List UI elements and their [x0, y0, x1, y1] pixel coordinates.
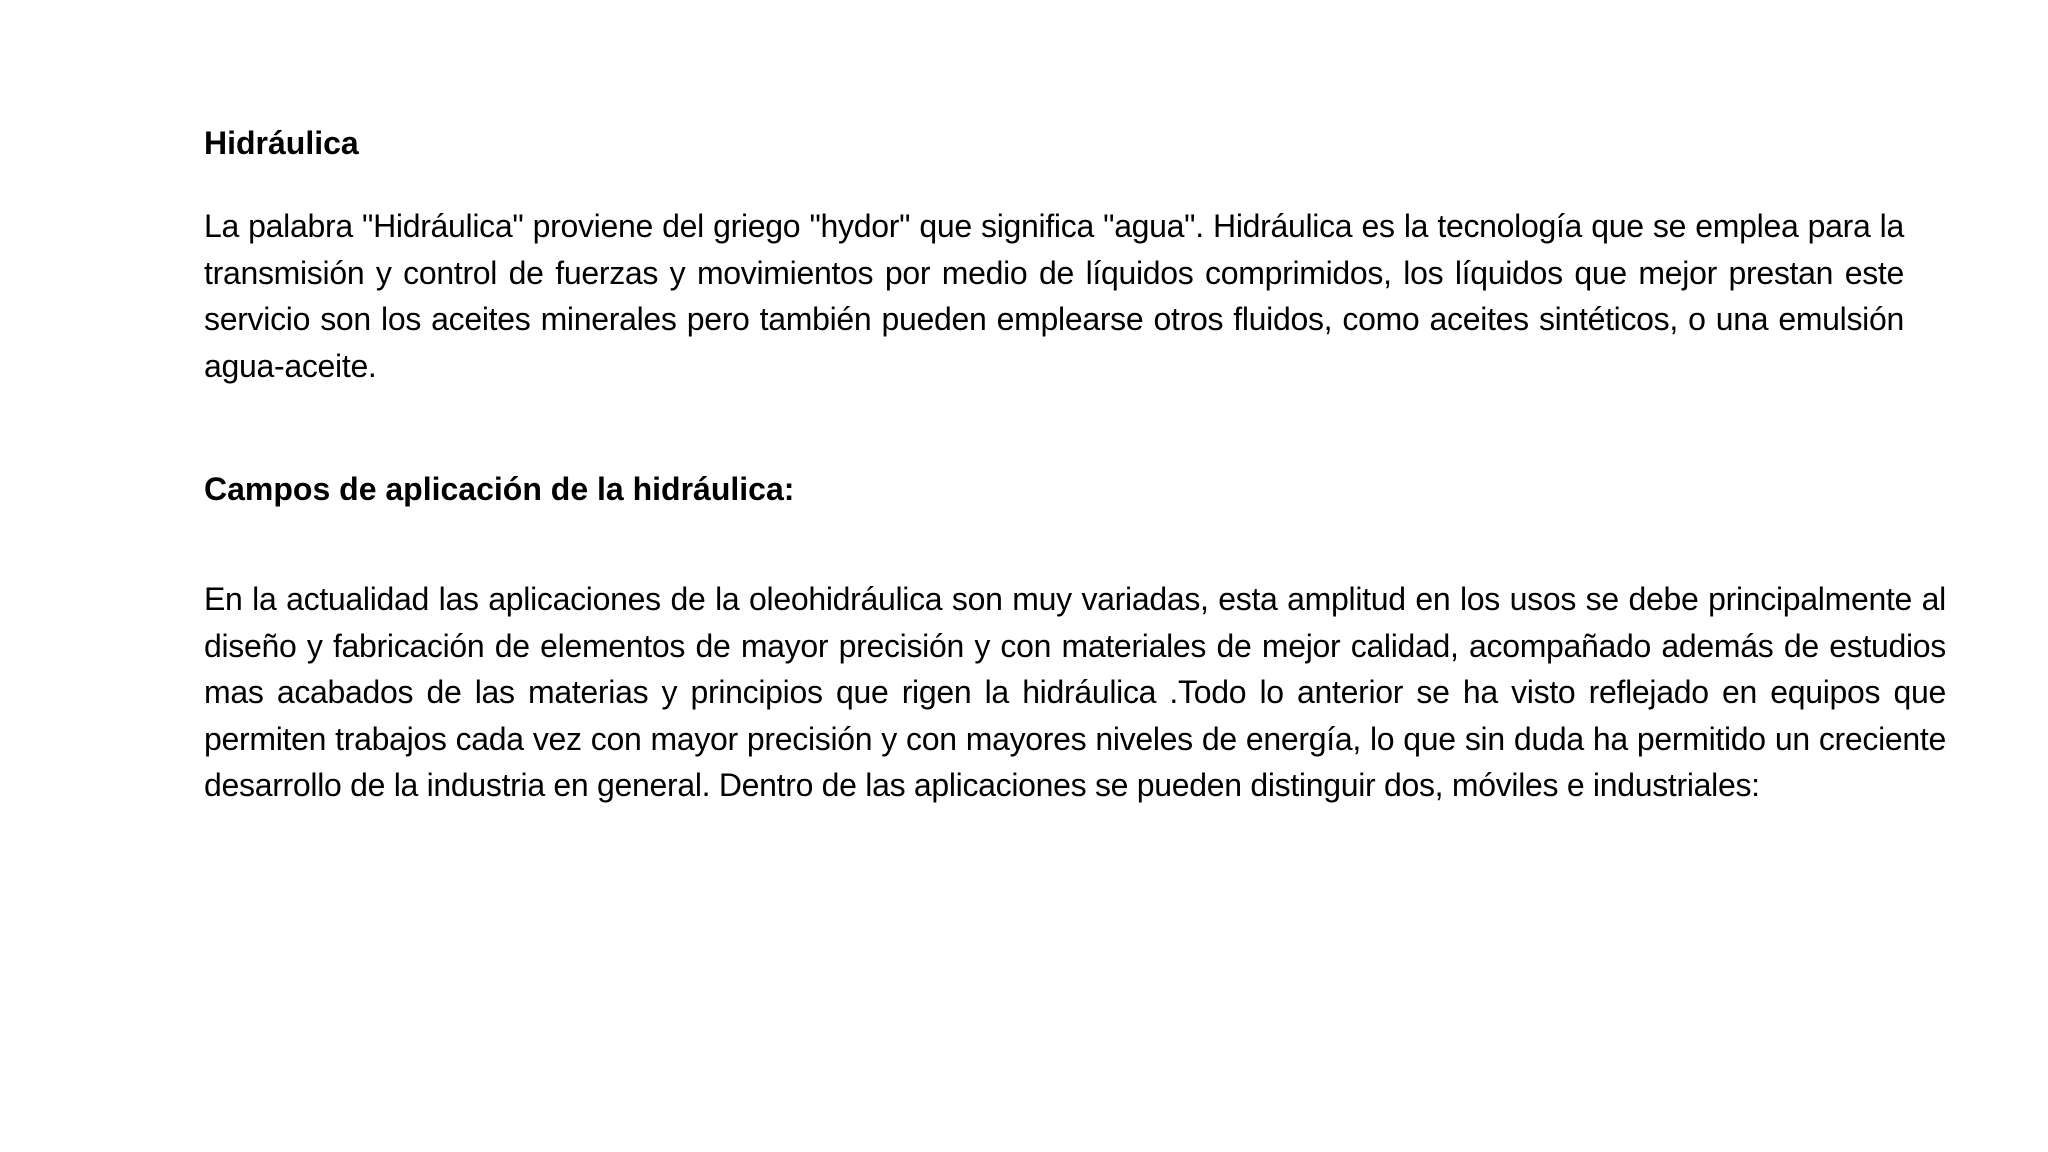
paragraph-applications: En la actualidad las aplicaciones de la oleohidráulica son muy variadas, esta amplitud en los usos se debe principalmente al diseño y fabricación de elementos de mayor precisión y con materiales de mejor calidad, acompañado además de estudios mas acabados de las materias y principios que rigen la hidráulica .Todo lo anterior se ha visto reflejado en equipos que permiten trabajos cada vez con mayor precisión y con mayores niveles de energía, lo que sin duda ha permitido un creciente desarrollo de la industria en general. Dentro de las aplicaciones se pueden distinguir dos, móviles e industriales: — [204, 581, 1946, 803]
section-heading-hidraulica: Hidráulica — [204, 125, 359, 161]
section-heading-campos-aplicacion: Campos de aplicación de la hidráulica: — [204, 471, 795, 507]
paragraph-definition: La palabra "Hidráulica" proviene del griego "hydor" que significa "agua". Hidráulica es la tecnología que se emplea para la transmisión y control de fuerzas y movimientos por medio de líquidos comprimidos, los líquidos que mejor prestan este servicio son los aceites minerales pero también pueden emplearse otros fluidos, como aceites sintéticos, o una emulsión agua-aceite. — [204, 208, 1904, 384]
